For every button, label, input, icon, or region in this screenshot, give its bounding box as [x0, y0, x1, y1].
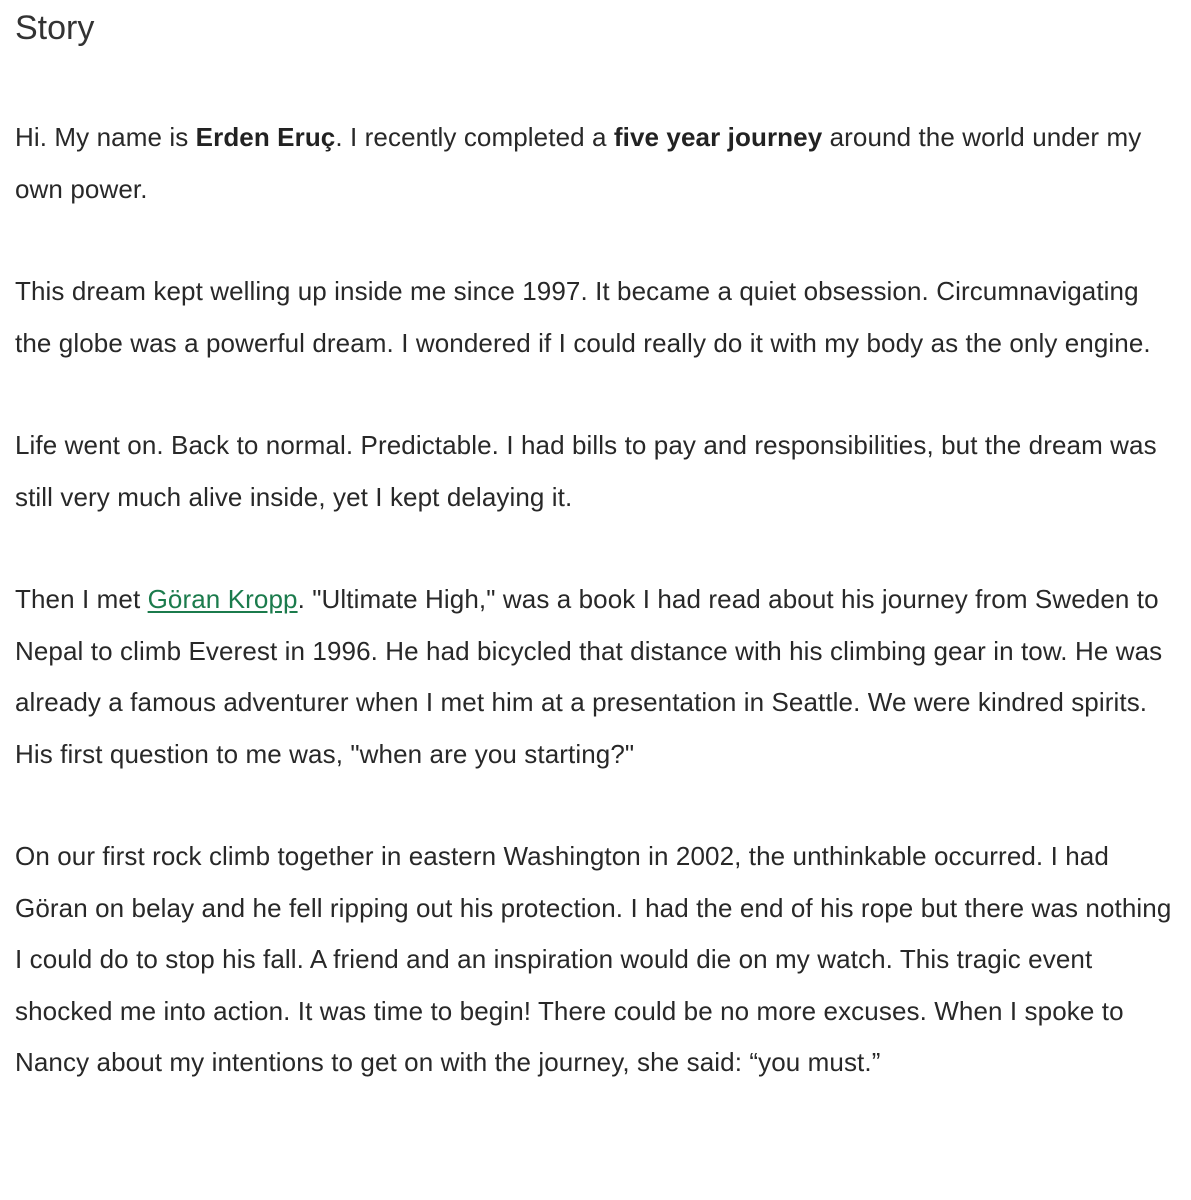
journey-highlight: five year journey [613, 122, 823, 152]
text-run: Then I met [15, 584, 148, 614]
story-paragraph-dream: This dream kept welling up inside me since 1997. It became a quiet obsession. Circumnavigating the globe was a powerful dream. I wondered if I could really do it with my body as the only engine. [15, 276, 1151, 358]
goran-kropp-link[interactable]: Göran Kropp [147, 584, 298, 614]
story-body [15, 112, 1175, 1089]
story-page [15, 0, 1175, 1140]
text-run: around the world under my own power. [15, 122, 1142, 204]
story-paragraph-life: Life went on. Back to normal. Predictable. I had bills to pay and responsibilities, but the dream was still very much alive inside, yet I kept delaying it. [15, 430, 1157, 512]
text-run: Hi. My name is [15, 122, 196, 152]
story-paragraph-kropp [15, 574, 1175, 780]
story-paragraph-climb: On our first rock climb together in eastern Washington in 2002, the unthinkable occurred. I had Göran on belay and he fell ripping out his protection. I had the end of his rope but there was nothing I could do to stop his fall. A friend and an inspiration would die on my watch. This tragic event shocked me into action. It was time to begin! There could be no more excuses. When I spoke to Nancy about my intentions to get on with the journey, she said: “you must.” [15, 841, 1172, 1077]
text-run: . I recently completed a [335, 122, 614, 152]
section-title: Story [15, 9, 95, 47]
text-run: . "Ultimate High," was a book I had read about his journey from Sweden to Nepal to climb Everest in 1996. He had bicycled that distance with his climbing gear in tow. He was already a famous adventurer when I met him at a presentation in Seattle. We were kindred spirits. His first question to me was, "when are you starting?" [15, 584, 1163, 769]
author-name: Erden Eruç [195, 122, 336, 152]
story-paragraph-intro [15, 112, 1175, 215]
